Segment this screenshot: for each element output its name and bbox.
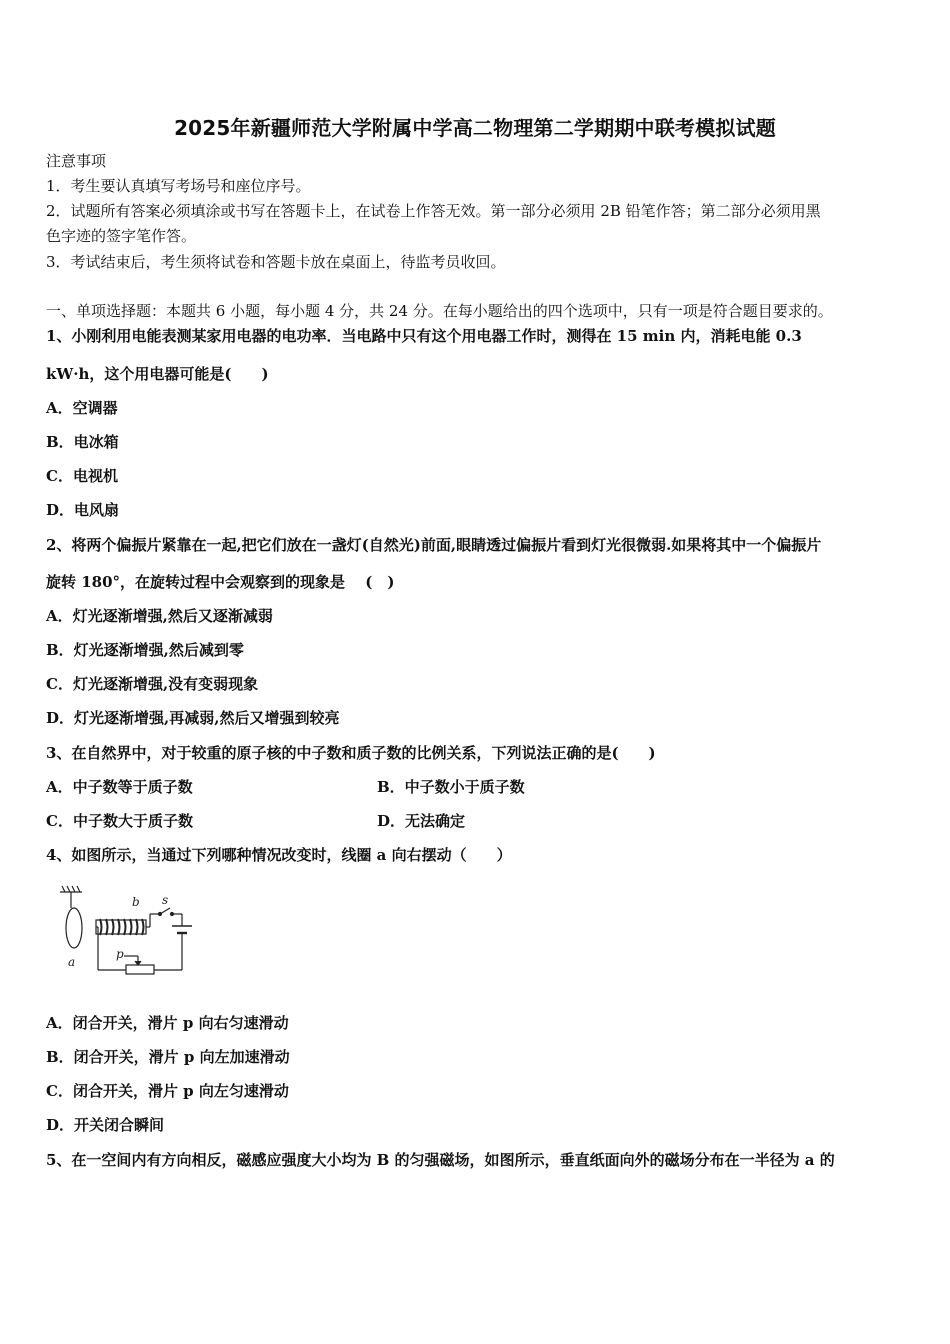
notice-heading: 注意事项 bbox=[46, 152, 107, 170]
label-b: b bbox=[132, 895, 140, 909]
section-heading: 一、单项选择题：本题共 6 小题，每小题 4 分，共 24 分。在每小题给出的四个选项中，只有一项是符合题目要求的。 bbox=[46, 302, 833, 320]
q2-stem: 2、将两个偏振片紧靠在一起,把它们放在一盏灯(自然光)前面,眼睛透过偏振片看到灯光很微弱.如果将其中一个偏振片 bbox=[46, 536, 822, 554]
q1-stem: 1、小刚利用电能表测某家用电器的电功率．当电路中只有这个用电器工作时，测得在 15 min 内，消耗电能 0.3 bbox=[46, 327, 802, 345]
q2-stem-cont: 旋转 180°，在旋转过程中会观察到的现象是 ( ) bbox=[46, 573, 395, 591]
q1-option-b: B．电冰箱 bbox=[46, 433, 119, 451]
q4-stem: 4、如图所示，当通过下列哪种情况改变时，线圈 a 向右摆动（ ） bbox=[46, 846, 512, 864]
q2-option-b: B．灯光逐渐增强,然后减到零 bbox=[46, 641, 244, 659]
q4-option-b: B．闭合开关，滑片 p 向左加速滑动 bbox=[46, 1048, 290, 1066]
q3-option-a: A．中子数等于质子数 bbox=[46, 778, 193, 796]
label-a: a bbox=[68, 955, 76, 969]
label-s: s bbox=[162, 893, 169, 907]
q4-option-c: C．闭合开关，滑片 p 向左匀速滑动 bbox=[46, 1082, 289, 1100]
q1-option-d: D．电风扇 bbox=[46, 501, 120, 519]
q3-option-d: D．无法确定 bbox=[377, 812, 466, 830]
q3-stem: 3、在自然界中，对于较重的原子核的中子数和质子数的比例关系，下列说法正确的是( ) bbox=[46, 744, 656, 762]
q4-option-d: D．开关闭合瞬间 bbox=[46, 1116, 165, 1134]
q2-option-c: C．灯光逐渐增强,没有变弱现象 bbox=[46, 675, 259, 693]
q1-option-c: C．电视机 bbox=[46, 467, 118, 485]
q1-stem-cont: kW·h，这个用电器可能是( ) bbox=[46, 365, 269, 383]
q2-option-d: D．灯光逐渐增强,再减弱,然后又增强到较亮 bbox=[46, 709, 340, 727]
q3-option-c: C．中子数大于质子数 bbox=[46, 812, 193, 830]
notice-item-1: 1．考生要认真填写考场号和座位序号。 bbox=[46, 177, 311, 195]
q2-option-a: A．灯光逐渐增强,然后又逐渐减弱 bbox=[46, 607, 273, 625]
notice-item-2-cont: 色字迹的签字笔作答。 bbox=[46, 227, 197, 245]
circuit-diagram bbox=[56, 884, 200, 976]
notice-item-2: 2．试题所有答案必须填涂或书写在答题卡上，在试卷上作答无效。第一部分必须用 2B 铅笔作答；第二部分必须用黑 bbox=[46, 202, 821, 220]
page-title: 2025年新疆师范大学附属中学高二物理第二学期期中联考模拟试题 bbox=[174, 116, 776, 140]
q3-option-b: B．中子数小于质子数 bbox=[377, 778, 525, 796]
notice-item-3: 3．考试结束后，考生须将试卷和答题卡放在桌面上，待监考员收回。 bbox=[46, 253, 506, 271]
q1-option-a: A．空调器 bbox=[46, 399, 118, 417]
q4-option-a: A．闭合开关，滑片 p 向右匀速滑动 bbox=[46, 1014, 289, 1032]
q5-stem: 5、在一空间内有方向相反，磁感应强度大小均为 B 的匀强磁场，如图所示，垂直纸面向外的磁场分布在一半径为 a 的 bbox=[46, 1151, 835, 1169]
label-p: p bbox=[116, 947, 124, 961]
